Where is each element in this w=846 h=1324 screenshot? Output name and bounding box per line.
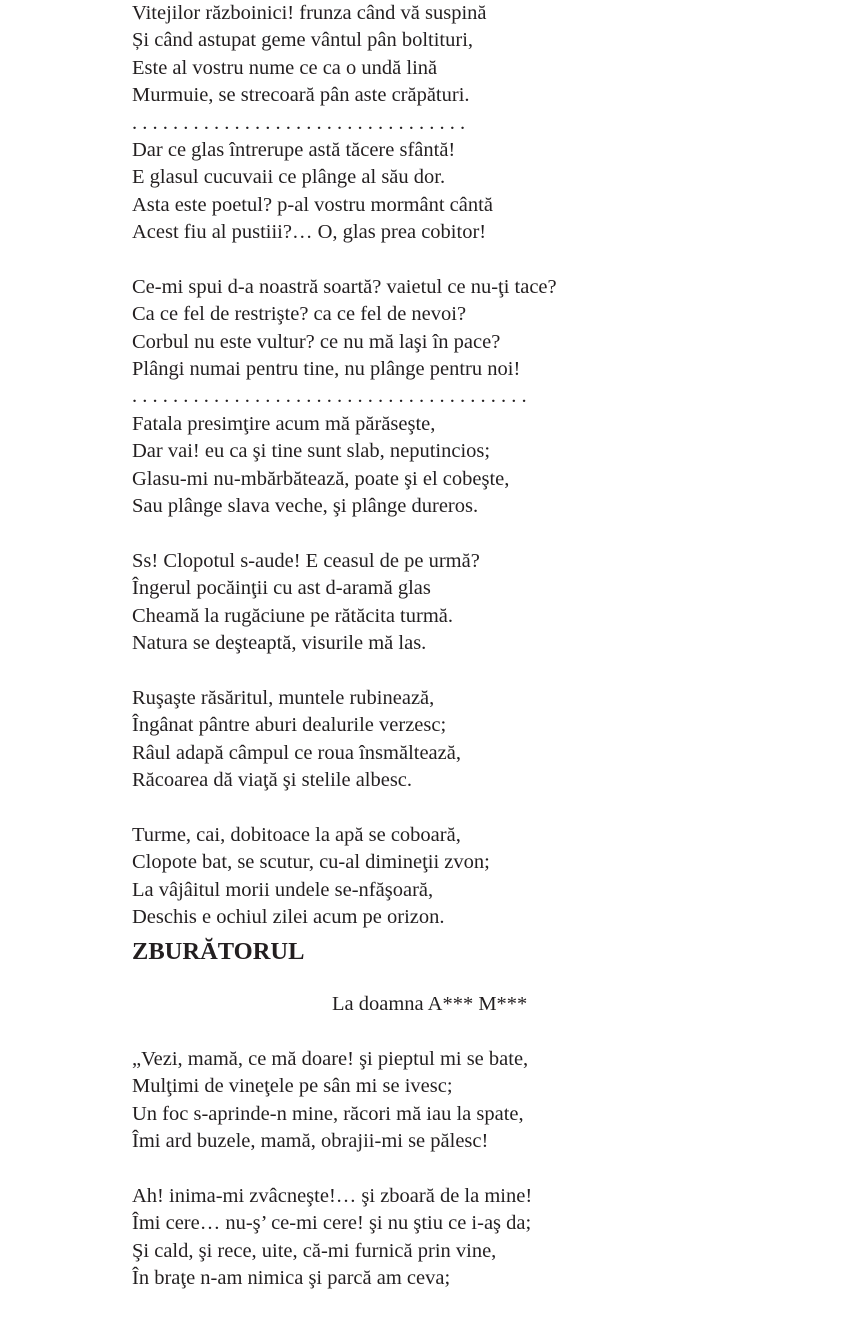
poem-dedication: La doamna A*** M***: [332, 993, 528, 1016]
poem-line: Dar vai! eu ca şi tine sunt slab, neputincios;: [132, 440, 491, 463]
stanza-gap: [132, 520, 832, 547]
poem-line: Ruşaşte răsăritul, muntele rubinează,: [132, 686, 435, 709]
poem-line: Natura se deşteaptă, visurile mă las.: [132, 631, 427, 654]
stanza-gap: [132, 1019, 832, 1046]
poem-line: Asta este poetul? p-al vostru mormânt cântă: [132, 193, 493, 216]
document-page: [132, 0, 832, 1293]
poem-line: Și când astupat geme vântul pân boltituri,: [132, 29, 474, 52]
poem-continuation: [132, 0, 832, 931]
poem-line: Îmi ard buzele, mamă, obrajii-mi se pălesc!: [132, 1130, 489, 1153]
poem-zburatorul-body: [132, 1046, 832, 1293]
poem-title: ZBURĂTORUL: [132, 938, 305, 966]
poem-line: Ce-mi spui d-a noastră soartă? vaietul ce nu-ţi tace?: [132, 275, 557, 298]
poem-line: Ca ce fel de restrişte? ca ce fel de nevoi?: [132, 303, 467, 326]
poem-line: Cheamă la rugăciune pe rătăcita turmă.: [132, 604, 454, 627]
poem-line: Vitejilor războinici! frunza când vă suspină: [132, 2, 487, 24]
poem-line: Fatala presimţire acum mă părăseşte,: [132, 412, 436, 435]
poem-line: E glasul cucuvaii ce plânge al său dor.: [132, 166, 446, 189]
poem-line: Plângi numai pentru tine, nu plânge pentru noi!: [132, 358, 521, 381]
poem-line: Mulţimi de vineţele pe sân mi se ivesc;: [132, 1075, 453, 1098]
poem-line: Dar ce glas întrerupe astă tăcere sfântă!: [132, 138, 456, 161]
poem-line: Deschis e ochiul zilei acum pe orizon.: [132, 905, 445, 928]
poem-line: La vâjâitul morii undele se-nfăşoară,: [132, 878, 434, 901]
poem-line: În braţe n-am nimica şi parcă am ceva;: [132, 1267, 451, 1290]
poem-line: Ah! inima-mi zvâcneşte!… şi zboară de la mine!: [132, 1185, 533, 1208]
poem-line: Sau plânge slava veche, şi plânge dureros.: [132, 495, 479, 518]
poem-line: Şi cald, şi rece, uite, că-mi furnică prin vine,: [132, 1239, 497, 1262]
poem-line: „Vezi, mamă, ce mă doare! şi pieptul mi se bate,: [132, 1048, 529, 1071]
poem-line: Îngânat pântre aburi dealurile verzesc;: [132, 714, 447, 737]
stanza-gap: [132, 657, 832, 684]
poem-line: Râul adapă câmpul ce roua însmăltează,: [132, 741, 461, 764]
poem-line: Clopote bat, se scutur, cu-al dimineţii zvon;: [132, 851, 490, 874]
poem-line: Este al vostru nume ce ca o undă lină: [132, 56, 438, 79]
poem-line: Ss! Clopotul s-aude! E ceasul de pe urmă?: [132, 549, 480, 572]
poem-line: Turme, cai, dobitoace la apă se coboară,: [132, 823, 461, 846]
poem-line: Îmi cere… nu-ş’ ce-mi cere! şi nu ştiu ce i-aş da;: [132, 1212, 532, 1235]
poem-line: . . . . . . . . . . . . . . . . . . . . . . . . . . . . . . . . . . . . . . .: [132, 385, 527, 408]
stanza-gap: [132, 1156, 832, 1183]
poem-line: Îngerul pocăinţii cu ast d-aramă glas: [132, 577, 431, 600]
stanza-gap: [132, 247, 832, 274]
poem-line: Răcoarea dă viaţă şi stelile albesc.: [132, 768, 413, 791]
poem-line: . . . . . . . . . . . . . . . . . . . . . . . . . . . . . . . . .: [132, 111, 466, 134]
poem-line: Un foc s-aprinde-n mine, răcori mă iau la spate,: [132, 1102, 524, 1125]
poem-line: Glasu-mi nu-mbărbătează, poate şi el cobeşte,: [132, 467, 510, 490]
stanza-gap: [132, 794, 832, 821]
poem-line: Acest fiu al pustiii?… O, glas prea cobitor!: [132, 221, 487, 244]
poem-line: Murmuie, se strecoară pân aste crăpături.: [132, 84, 470, 107]
poem-line: Corbul nu este vultur? ce nu mă laşi în pace?: [132, 330, 501, 353]
